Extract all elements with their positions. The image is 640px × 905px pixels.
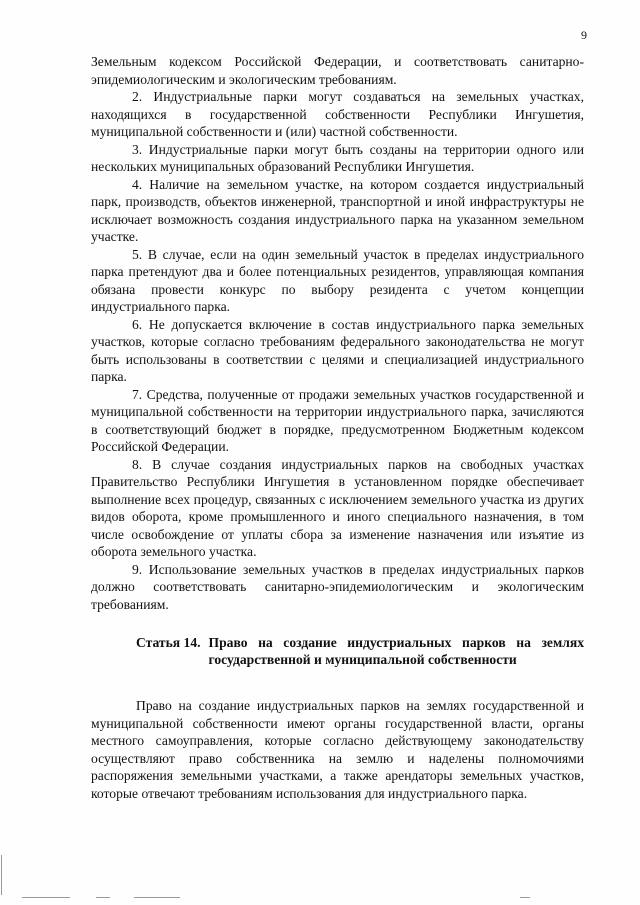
scan-line xyxy=(134,897,180,898)
scan-bottom-marks xyxy=(0,885,640,905)
scan-line xyxy=(96,897,110,898)
paragraph-continuation: Земельным кодексом Российской Федерации, и соответствовать санитарно-эпидемиологическим и экологическим требованиям. xyxy=(91,54,584,87)
scan-line xyxy=(22,897,70,898)
article-title: Право на создание индустриальных парков на землях государственной и муниципальной собственности xyxy=(208,635,584,667)
paragraph-item-8: 8. В случае создания индустриальных парков на свободных участках Правительство Республики Ингушетия в установленном порядке обеспечивает выполнение всех процедур, связанных с исключением земельного участка из других видов оборота, кроме промышленного и иного специального назначения, в том числе освобождение от уплаты сбора за изменение назначения или изъятие из оборота земельного участка. xyxy=(91,456,584,559)
paragraph-item-9: 9. Использование земельных участков в пределах индустриальных парков должно соответствовать санитарно-эпидемиологическим и экологическим требованиям. xyxy=(91,561,584,612)
paragraph-item-4: 4. Наличие на земельном участке, на котором создается индустриальный парк, производств, объектов инженерной, транспортной и иной инфраструктуры не исключает возможность создания индустриального парка на указанном земельном участке. xyxy=(91,176,584,244)
page-number: 9 xyxy=(581,28,587,42)
document-body xyxy=(91,53,584,802)
paragraph-item-6: 6. Не допускается включение в состав индустриального парка земельных участков, которые согласно требованиям федерального законодательства не могут быть использованы в соответствии с целями и специализацией индустриального парка. xyxy=(91,316,584,384)
scan-line xyxy=(520,897,530,898)
paragraph-item-3: 3. Индустриальные парки могут быть созданы на территории одного или нескольких муниципальных образований Республики Ингушетия. xyxy=(91,141,584,174)
article-paragraph: Право на создание индустриальных парков на землях государственной и муниципальной собственности имеют органы государственной власти, органы местного самоуправления, которые согласно действующему законодательству осуществляют право собственника на землю и наделены полномочиями распоряжения земельными участками, а также арендаторы земельных участков, которые отвечают требованиям использования для индустриального парка. xyxy=(91,698,584,801)
paragraph-item-5: 5. В случае, если на один земельный участок в пределах индустриального парка претендуют два и более потенциальных резидентов, управляющая компания обязана провести конкурс по выбору резидента с учетом концепции индустриального парка. xyxy=(91,246,584,314)
paragraph-item-7: 7. Средства, полученные от продажи земельных участков государственной и муниципальной собственности на территории индустриального парка, зачисляются в соответствующий бюджет в порядке, предусмотренном Бюджетным кодексом Российской Федерации. xyxy=(91,386,584,454)
article-number: Статья 14. xyxy=(136,635,201,650)
article-heading xyxy=(136,634,584,668)
paragraph-item-2: 2. Индустриальные парки могут создаваться на земельных участках, находящихся в государственной собственности Республики Ингушетия, муниципальной собственности и (или) частной собственности. xyxy=(91,89,584,139)
